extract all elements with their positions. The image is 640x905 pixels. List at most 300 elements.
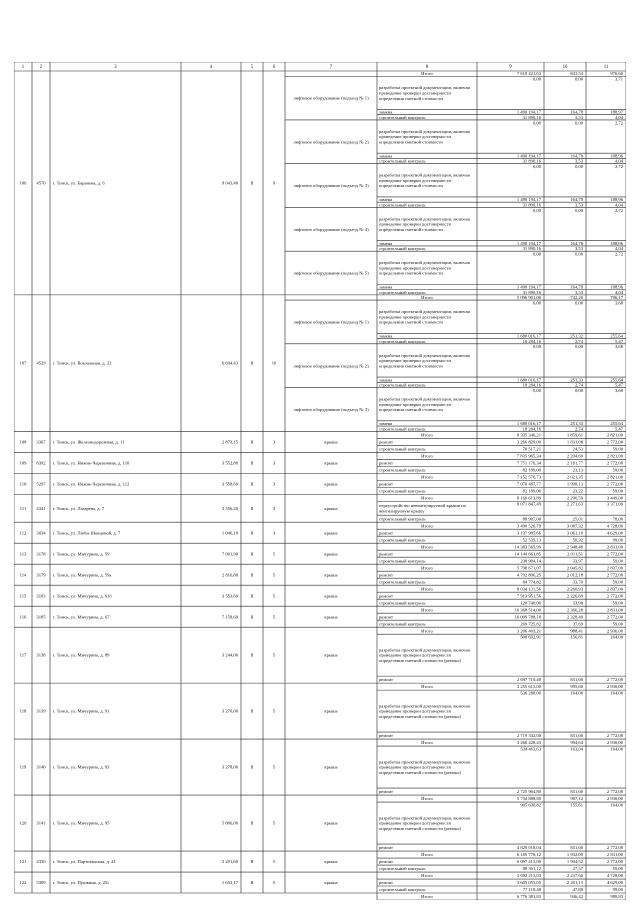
- house-id: 3185: [36, 614, 46, 620]
- cost-limit: 5,47: [614, 382, 623, 388]
- cost-limit: 78,00: [612, 516, 623, 522]
- cost-limit: 2 936,00: [606, 684, 623, 690]
- house-category: II: [250, 764, 254, 770]
- cost-per-sqm: 0,00: [574, 251, 583, 257]
- cost-limit: 2,72: [614, 164, 623, 170]
- cost-per-sqm: 3 061,10: [566, 530, 583, 536]
- cost-per-sqm: 0,00: [574, 164, 583, 170]
- cost-limit: 164,00: [610, 746, 623, 752]
- work-cost: 0,00: [532, 344, 541, 350]
- cost-per-sqm: 2 226,69: [566, 593, 583, 599]
- cost-per-sqm: 50,32: [572, 537, 583, 543]
- tail-total-label: Итого: [421, 894, 433, 900]
- work-description: замена: [379, 109, 393, 115]
- column-number-9: 9: [509, 65, 512, 71]
- work-cost: 3 137 985,66: [516, 530, 541, 536]
- equipment-entrance: лифтовое оборудование (подъезд № 3): [293, 183, 369, 189]
- cost-limit: 3,68: [614, 387, 623, 393]
- work-description: Итого: [421, 565, 433, 571]
- cost-limit: 99,00: [612, 537, 623, 543]
- work-description: строительный контроль: [379, 382, 426, 388]
- tail-cost-limit: 988,83: [610, 894, 623, 900]
- work-description: разработка проектной документации, включая проведение проверки достоверности определения сметной стоимости: [379, 352, 470, 369]
- work-description: разработка проектной документации, включая проведение проверки достоверности определения сметной стоимости: [379, 396, 470, 413]
- work-cost: 0,00: [532, 300, 541, 306]
- cost-per-sqm: 251,32: [570, 333, 583, 339]
- work-cost: 14 144 661,85: [514, 551, 541, 557]
- cost-limit: 2 772,00: [606, 677, 623, 683]
- cost-limit: 2 837,00: [606, 586, 623, 592]
- house-area: 2 816,80: [221, 572, 238, 578]
- row-number: 116: [19, 614, 27, 620]
- cost-limit: 59,00: [612, 446, 623, 452]
- cost-limit: 3 371,00: [606, 501, 623, 507]
- cost-limit: 2 936,00: [606, 740, 623, 746]
- work-description: ремонт: [379, 789, 394, 795]
- cost-per-sqm: 987,12: [570, 796, 583, 802]
- cost-limit: 4 629,00: [606, 880, 623, 886]
- house-floors: 5: [272, 859, 276, 865]
- work-description: разработка проектной документации, включая проведение проверки достоверности определения сметной стоимости (ремонт): [379, 647, 470, 664]
- row-number: 111: [19, 505, 27, 511]
- work-cost: 4 792 896,25: [516, 572, 541, 578]
- house-address: г. Томск, ул. Мичурина, д. 89: [53, 652, 110, 658]
- work-cost: 18 284,16: [522, 338, 541, 344]
- cost-per-sqm: 2,74: [574, 426, 583, 432]
- work-cost: 5 096 901,00: [516, 295, 541, 301]
- work-description: строительный контроль: [379, 426, 426, 432]
- work-description: Итого: [421, 523, 433, 529]
- cost-limit: 2 772,00: [606, 572, 623, 578]
- work-cost: 0,00: [532, 76, 541, 82]
- work-description: ремонт: [379, 460, 394, 466]
- house-area: 1 046,10: [221, 530, 238, 536]
- house-address: г. Томск, ул. Партизанская, д. 21: [53, 859, 116, 865]
- house-address: г. Томск, ул. Пушкина, д. 25і: [53, 880, 109, 886]
- work-cost: 70 517,21: [522, 446, 541, 452]
- cost-limit: 4,04: [614, 202, 623, 208]
- cost-limit: 2 837,00: [606, 565, 623, 571]
- cost-limit: 99,00: [612, 887, 623, 893]
- cost-per-sqm: 2 328,40: [566, 614, 583, 620]
- column-number-8: 8: [425, 65, 429, 71]
- equipment-type: крыша: [324, 460, 338, 466]
- column-number-10: 10: [562, 65, 568, 71]
- house-floors: 5: [272, 551, 276, 557]
- house-category: II: [250, 460, 254, 466]
- work-cost: 8 160 613,89: [516, 495, 541, 501]
- work-cost: 4 829 018,04: [516, 845, 541, 851]
- house-floors: 10: [271, 360, 277, 366]
- cost-limit: 796,17: [610, 295, 623, 301]
- work-cost: 88 361,12: [522, 866, 541, 872]
- cost-limit: 4 629,00: [606, 530, 623, 536]
- house-category: II: [250, 708, 254, 714]
- work-cost: 88 907,00: [522, 516, 541, 522]
- house-floors: 5: [272, 652, 276, 658]
- cost-limit: 255,64: [610, 377, 623, 383]
- work-cost: 16 368 514,00: [514, 607, 541, 613]
- house-address: г. Томск, ул. Лазарева, д. 7: [53, 505, 105, 511]
- cost-limit: 2,72: [614, 207, 623, 213]
- house-id: 3140: [36, 764, 46, 770]
- work-cost: 905 630,82: [520, 802, 541, 808]
- work-description: Итого: [421, 453, 433, 459]
- cost-per-sqm: 155,61: [570, 802, 583, 808]
- cost-limit: 4,04: [614, 158, 623, 164]
- work-description: замена: [379, 421, 393, 427]
- cost-per-sqm: 831,60: [570, 733, 583, 739]
- equipment-type: крыша: [324, 572, 338, 578]
- row-number: 117: [19, 652, 27, 658]
- house-area: 1 651,17: [221, 880, 238, 886]
- cost-per-sqm: 2 021,35: [566, 474, 583, 480]
- cost-limit: 3 449,00: [606, 495, 623, 501]
- work-description: Итого: [421, 495, 433, 501]
- cost-per-sqm: 3,53: [574, 246, 583, 252]
- work-cost: 7 070 487,77: [516, 481, 541, 487]
- cost-limit: 4 728,00: [606, 873, 623, 879]
- equipment-type: крыша: [324, 481, 338, 487]
- cost-limit: 188,96: [610, 284, 623, 290]
- work-description: переустройство невентилируемой крыши на вентилируемую крышу: [379, 503, 466, 514]
- work-description: строительный контроль: [379, 579, 426, 585]
- work-description: строительный контроль: [379, 202, 426, 208]
- cost-per-sqm: 164,00: [570, 690, 583, 696]
- house-area: 9 043,40: [221, 180, 238, 186]
- work-cost: 1 490 194,17: [516, 197, 541, 203]
- row-number: 115: [19, 593, 27, 599]
- work-cost: 1 490 194,17: [516, 284, 541, 290]
- row-number: 107: [19, 360, 27, 366]
- cost-per-sqm: 164,78: [570, 284, 583, 290]
- row-number: 112: [19, 530, 27, 536]
- equipment-type: крыша: [324, 880, 338, 886]
- cost-limit: 2 821,00: [606, 453, 623, 459]
- column-number-3: 3: [114, 65, 117, 71]
- work-description: Итого: [421, 873, 433, 879]
- house-floors: 9: [272, 180, 276, 186]
- work-cost: 1 680 016,17: [516, 421, 541, 427]
- house-id: 3178: [36, 551, 46, 557]
- work-description: разработка проектной документации, включая проведение проверки достоверности определения сметной стоимости (ремонт): [379, 759, 470, 775]
- house-area: 3 244,00: [221, 652, 238, 658]
- cost-limit: 255,64: [610, 333, 623, 339]
- cost-per-sqm: 0,00: [574, 207, 583, 213]
- work-description: ремонт: [379, 880, 394, 886]
- work-cost: 84 774,82: [522, 579, 541, 585]
- cost-limit: 2,72: [614, 120, 623, 126]
- work-description: строительный контроль: [379, 289, 426, 295]
- cost-per-sqm: 0,00: [574, 344, 583, 350]
- cost-per-sqm: 251,33: [570, 421, 583, 427]
- house-id: 4341: [36, 505, 46, 511]
- house-floors: 5: [272, 708, 276, 714]
- work-cost: 2 719 332,00: [516, 733, 541, 739]
- work-cost: 31 890,16: [522, 246, 541, 252]
- house-floors: 5: [272, 820, 276, 826]
- house-area: 3 278,00: [221, 764, 238, 770]
- cost-limit: 3,71: [614, 76, 623, 82]
- work-cost: 0,00: [532, 164, 541, 170]
- cost-limit: 4 728,00: [606, 523, 623, 529]
- house-id: 8392: [36, 460, 46, 466]
- column-number-5: 5: [250, 65, 254, 71]
- work-description: Итого: [421, 71, 433, 77]
- tail-total-cost: 6 776 381,83: [516, 894, 541, 900]
- cost-limit: 59,00: [612, 600, 623, 606]
- house-category: II: [250, 614, 254, 620]
- house-floors: 3: [272, 439, 276, 445]
- cost-limit: 2 772,00: [606, 460, 623, 466]
- cost-limit: 2 772,00: [606, 593, 623, 599]
- house-id: 5309: [36, 880, 46, 886]
- cost-per-sqm: 3,53: [574, 158, 583, 164]
- work-description: строительный контроль: [379, 516, 426, 522]
- cost-per-sqm: 841,54: [570, 71, 583, 77]
- cost-per-sqm: 2 012,18: [566, 572, 583, 578]
- house-address: г. Томск, ул. Баранова, д. 6: [53, 180, 105, 186]
- cost-limit: 2 831,00: [606, 544, 623, 550]
- equipment-type: крыша: [324, 859, 338, 865]
- work-description: замена: [379, 153, 393, 159]
- work-description: строительный контроль: [379, 246, 426, 252]
- equipment-entrance: лифтовое оборудование (подъезд № 2): [293, 363, 369, 369]
- cost-per-sqm: 3,53: [574, 114, 583, 120]
- house-address: г. Томск, ул. Железнодорожная, д. 11: [53, 439, 125, 445]
- cost-per-sqm: 156,81: [570, 634, 583, 640]
- cost-per-sqm: 995,60: [570, 684, 583, 690]
- house-id: 4350: [36, 859, 46, 865]
- house-address: г. Томск, ул. Нижне-Черепичная, д. 110: [53, 460, 130, 466]
- cost-per-sqm: 994,64: [570, 740, 583, 746]
- row-number: 119: [19, 764, 27, 770]
- house-category: II: [250, 880, 254, 886]
- cost-per-sqm: 831,60: [570, 677, 583, 683]
- cost-limit: 59,00: [612, 621, 623, 627]
- cost-per-sqm: 3 087,32: [566, 523, 583, 529]
- work-cost: 8 071 847,49: [516, 501, 541, 507]
- house-category: II: [250, 530, 254, 536]
- cost-per-sqm: 2 204,60: [566, 453, 583, 459]
- work-description: строительный контроль: [379, 887, 426, 893]
- work-cost: 31 890,16: [522, 114, 541, 120]
- work-cost: 7 835 965,34: [516, 453, 541, 459]
- work-description: Итого: [421, 295, 433, 301]
- house-category: II: [250, 505, 254, 511]
- cost-per-sqm: 164,78: [570, 109, 583, 115]
- cost-per-sqm: 37,69: [572, 621, 583, 627]
- house-floors: 3: [272, 530, 276, 536]
- house-id: 3141: [36, 820, 46, 826]
- work-cost: 269 725,82: [520, 621, 541, 627]
- cost-per-sqm: 1 859,61: [566, 432, 583, 438]
- cost-limit: 5,47: [614, 338, 623, 344]
- work-description: ремонт: [379, 733, 394, 739]
- cost-per-sqm: 24,53: [572, 446, 583, 452]
- work-description: Итого: [421, 544, 433, 550]
- work-description: строительный контроль: [379, 537, 426, 543]
- cost-per-sqm: 27,57: [572, 866, 583, 872]
- column-number-7: 7: [329, 65, 333, 71]
- work-description: ремонт: [379, 551, 394, 557]
- house-category: II: [250, 820, 254, 826]
- work-description: Итого: [421, 474, 433, 480]
- equipment-type: крыша: [324, 551, 338, 557]
- row-number: 122: [19, 880, 27, 886]
- cost-per-sqm: 33,97: [572, 558, 583, 564]
- work-cost: 5 798 671,07: [516, 565, 541, 571]
- house-address: г. Томск, ул. Нижне-Черепичная, д. 112: [53, 481, 130, 487]
- work-cost: 3 692 213,03: [516, 873, 541, 879]
- work-description: ремонт: [379, 439, 394, 445]
- work-cost: 3 266 829,00: [516, 439, 541, 445]
- work-description: ремонт: [379, 677, 394, 683]
- house-category: II: [250, 439, 254, 445]
- work-description: строительный контроль: [379, 600, 426, 606]
- work-cost: 0,00: [532, 387, 541, 393]
- work-description: Итого: [421, 740, 433, 746]
- house-address: г. Томск, ул. Любы Шевцовой, д. 7: [53, 530, 121, 536]
- work-cost: 82 189,00: [522, 488, 541, 494]
- row-number: 121: [19, 859, 27, 865]
- house-floors: 5: [272, 764, 276, 770]
- work-cost: 1 680 016,17: [516, 333, 541, 339]
- work-cost: 3 206 403,21: [516, 628, 541, 634]
- row-number: 106: [19, 180, 27, 186]
- work-description: строительный контроль: [379, 621, 426, 627]
- house-id: 3179: [36, 572, 46, 578]
- house-address: г. Томск, ул. Мичурина, д. 59а: [53, 572, 112, 578]
- house-address: г. Томск, ул. Мичурина, д. 95: [53, 820, 110, 826]
- column-number-6: 6: [272, 65, 276, 71]
- cost-per-sqm: 2,74: [574, 382, 583, 388]
- cost-limit: 2 936,00: [606, 628, 623, 634]
- work-description: ремонт: [379, 859, 394, 865]
- cost-per-sqm: 25,01: [572, 516, 583, 522]
- work-description: разработка проектной документации, включая проведение проверки достоверности определения сметной стоимости: [379, 216, 470, 232]
- work-description: разработка проектной документации, включая проведение проверки достоверности определения сметной стоимости: [379, 260, 470, 276]
- house-address: г. Томск, ул. Мичурина, д. 61б: [53, 593, 112, 599]
- work-description: ремонт: [379, 530, 394, 536]
- cost-limit: 2 772,00: [606, 614, 623, 620]
- work-description: замена: [379, 284, 393, 290]
- work-description: Итого: [421, 852, 433, 858]
- work-cost: 5 734 888,80: [516, 796, 541, 802]
- house-address: г. Томск, ул. Вокзальная, д. 23: [53, 360, 112, 366]
- equipment-entrance: лифтовое оборудование (подъезд № 3): [293, 407, 369, 413]
- work-description: Итого: [421, 684, 433, 690]
- cost-limit: 2 831,00: [606, 852, 623, 858]
- house-area: 3 553,60: [221, 593, 238, 599]
- work-cost: 7 913 951,56: [516, 593, 541, 599]
- equipment-type: крыша: [324, 652, 338, 658]
- cost-per-sqm: 1 831,08: [566, 439, 583, 445]
- work-description: строительный контроль: [379, 446, 426, 452]
- house-area: 3 552,80: [221, 460, 238, 466]
- cost-per-sqm: 2 201,13: [566, 880, 583, 886]
- house-category: II: [250, 481, 254, 487]
- cost-per-sqm: 1 998,13: [566, 481, 583, 487]
- work-cost: 508 692,91: [520, 634, 541, 640]
- cost-limit: 2 772,00: [606, 733, 623, 739]
- cost-limit: 188,96: [610, 240, 623, 246]
- work-cost: 120 740,00: [520, 600, 541, 606]
- row-number: 109: [19, 460, 27, 466]
- house-id: 4529: [36, 360, 46, 366]
- work-cost: 16 099 788,18: [514, 614, 541, 620]
- cost-limit: 3,68: [614, 300, 623, 306]
- cost-per-sqm: 3,53: [574, 289, 583, 295]
- row-number: 110: [19, 481, 27, 487]
- cost-per-sqm: 164,78: [570, 197, 583, 203]
- work-description: строительный контроль: [379, 558, 426, 564]
- house-id: 3183: [36, 593, 46, 599]
- house-area: 3 270,00: [221, 708, 238, 714]
- work-description: строительный контроль: [379, 114, 426, 120]
- cost-limit: 2 821,00: [606, 474, 623, 480]
- house-area: 6 694,43: [221, 360, 238, 366]
- work-cost: 1 490 194,17: [516, 240, 541, 246]
- cost-limit: 59,00: [612, 579, 623, 585]
- work-description: замена: [379, 377, 393, 383]
- work-cost: 31 890,16: [522, 289, 541, 295]
- house-floors: 3: [272, 460, 276, 466]
- work-cost: 2 725 964,80: [516, 789, 541, 795]
- work-cost: 1 490 194,17: [516, 109, 541, 115]
- cost-per-sqm: 1 904,52: [566, 859, 583, 865]
- house-id: 3367: [36, 439, 46, 445]
- work-description: разработка проектной документации, включая проведение проверки достоверности определения сметной стоимости (ремонт): [379, 815, 470, 831]
- house-area: 7 001,90: [221, 551, 238, 557]
- row-number: 114: [19, 572, 27, 578]
- column-number-4: 4: [209, 65, 213, 71]
- work-cost: 6 097 415,00: [516, 859, 541, 865]
- equipment-entrance: лифтовое оборудование (подъезд № 1): [293, 95, 369, 101]
- cost-per-sqm: 2 011,51: [567, 551, 583, 557]
- cost-per-sqm: 23,22: [572, 488, 583, 494]
- work-cost: 2 697 710,40: [516, 677, 541, 683]
- equipment-type: крыша: [324, 820, 338, 826]
- row-number: 118: [19, 708, 27, 714]
- cost-per-sqm: 164,78: [570, 153, 583, 159]
- work-cost: 8 335 346,21: [516, 432, 541, 438]
- cost-per-sqm: 2 948,48: [566, 544, 583, 550]
- work-description: строительный контроль: [379, 467, 426, 473]
- equipment-type: крыша: [324, 530, 338, 536]
- work-description: строительный контроль: [379, 158, 426, 164]
- cost-per-sqm: 163,04: [570, 746, 583, 752]
- house-id: 4570: [36, 180, 46, 186]
- cost-per-sqm: 2 260,93: [566, 586, 583, 592]
- cost-limit: 59,00: [612, 467, 623, 473]
- cost-per-sqm: 0,00: [574, 387, 583, 393]
- work-cost: 0,00: [532, 251, 541, 257]
- equipment-type: крыша: [324, 593, 338, 599]
- work-description: ремонт: [379, 572, 394, 578]
- house-floors: 5: [272, 572, 276, 578]
- house-area: 3 558,60: [221, 481, 238, 487]
- cost-limit: 164,00: [610, 690, 623, 696]
- cost-per-sqm: 2 271,63: [566, 501, 583, 507]
- cost-per-sqm: 33,98: [572, 600, 583, 606]
- work-description: Итого: [421, 432, 433, 438]
- work-description: строительный контроль: [379, 866, 426, 872]
- cost-per-sqm: 2 366,28: [566, 607, 583, 613]
- cost-limit: 2 772,00: [606, 551, 623, 557]
- work-cost: 3 605 055,05: [516, 880, 541, 886]
- work-cost: 8 034 131,56: [516, 586, 541, 592]
